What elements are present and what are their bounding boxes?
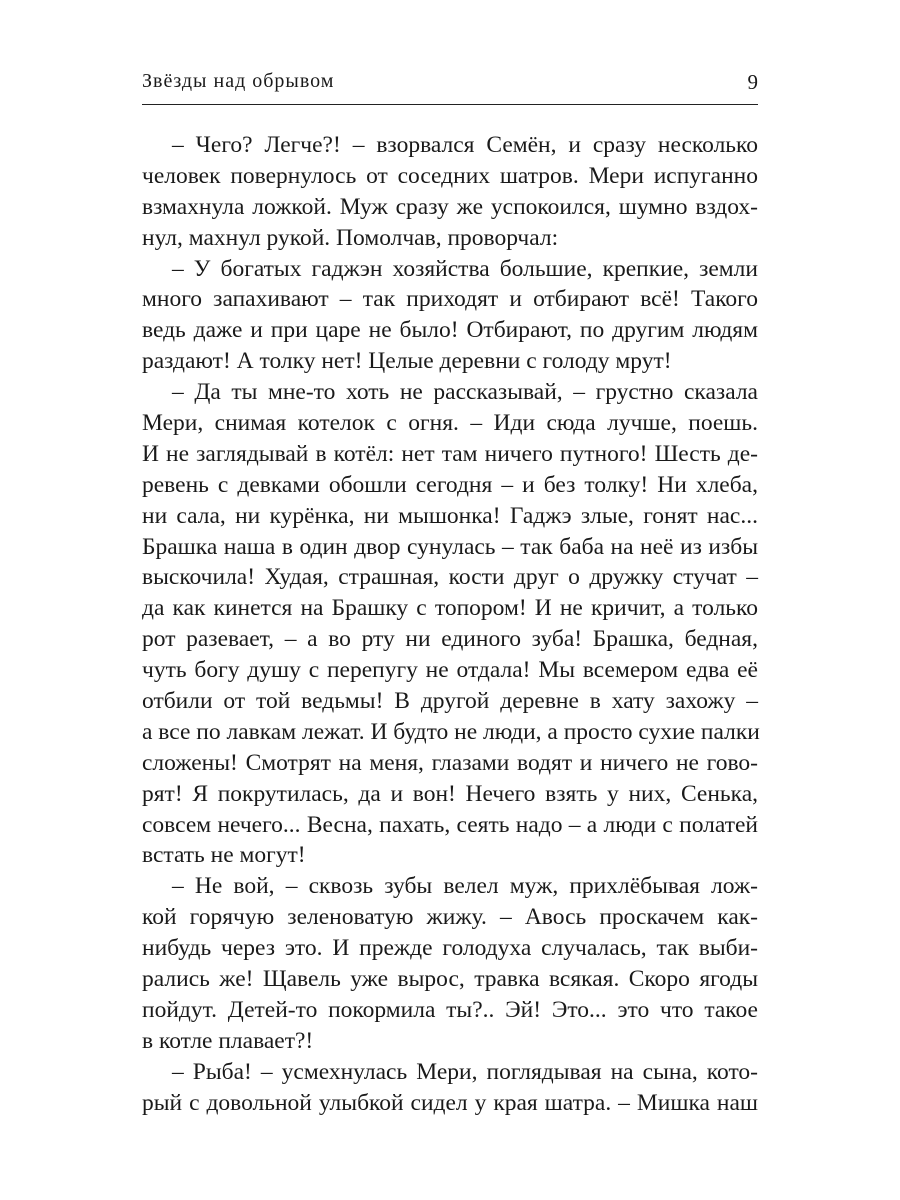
text-line: да как кинется на Брашку с топором! И не кричит, а только — [142, 595, 758, 622]
text-line: человек повернулось от соседних шатров. Мери испуганно — [142, 162, 758, 189]
text-line: рот разевает, – а во рту ни единого зуба! Брашка, бедная, — [142, 626, 758, 653]
text-line: ведь даже и при царе не было! Отбирают, по другим людям — [142, 317, 758, 344]
text-line: рят! Я покрутилась, да и вон! Нечего взять у них, Сенька, — [142, 780, 758, 807]
text-line: И не заглядывай в котёл: нет там ничего путного! Шесть де- — [142, 440, 758, 467]
text-line: сложены! Смотрят на меня, глазами водят и ничего не гово- — [142, 749, 758, 776]
text-line: кой горячую зеленоватую жижу. – Авось проскачем как- — [142, 904, 758, 931]
running-title: Звёзды над обрывом — [142, 70, 335, 92]
text-line: ревень с девками обошли сегодня – и без толку! Ни хлеба, — [142, 471, 758, 498]
text-line: раздают! А толку нет! Целые деревни с голоду мрут! — [142, 348, 672, 375]
text-line: встать не могут! — [142, 842, 306, 869]
page-number: 9 — [747, 70, 758, 94]
text-line: рались же! Щавель уже вырос, травка всякая. Скоро ягоды — [142, 966, 758, 993]
text-line: пойдут. Детей-то покормила ты?.. Эй! Это... это что такое — [142, 996, 758, 1023]
text-line: – Чего? Легче?! – взорвался Семён, и сразу несколько — [172, 132, 758, 158]
text-line: выскочила! Худая, страшная, кости друг о дружку стучат – — [142, 564, 758, 591]
text-line: чуть богу душу с перепугу не отдала! Мы всемером едва её — [142, 657, 758, 684]
text-line: – У богатых гаджэн хозяйства большие, крепкие, земли — [172, 255, 758, 282]
text-line: – Да ты мне-то хоть не рассказывай, – грустно сказала — [172, 379, 758, 406]
text-line: а все по лавкам лежат. И будто не люди, а просто сухие палки — [142, 718, 760, 745]
text-line: отбили от той ведьмы! В другой деревне в хату захожу – — [142, 688, 758, 715]
text-line: много запахивают – так приходят и отбирают всё! Такого — [142, 286, 758, 313]
text-line: ни сала, ни курёнка, ни мышонка! Гаджэ злые, гонят нас... — [142, 502, 758, 529]
text-line: нул, махнул рукой. Помолчав, проворчал: — [142, 224, 559, 251]
text-line: совсем нечего... Весна, пахать, сеять надо – а люди с полатей — [142, 811, 758, 838]
text-line: в котле плавает?! — [142, 1027, 314, 1054]
text-line: нибудь через это. И прежде голодуха случалась, так выби- — [142, 935, 758, 962]
text-line: Мери, снимая котелок с огня. – Иди сюда лучше, поешь. — [142, 410, 758, 437]
body-text — [142, 130, 758, 1119]
text-line: взмахнула ложкой. Муж сразу же успокоился, шумно вздох- — [142, 193, 758, 220]
text-line: – Рыба! – усмехнулась Мери, поглядывая на сына, кото- — [172, 1058, 758, 1085]
text-line: Брашка наша в один двор сунулась – так баба на неё из избы — [142, 533, 758, 560]
text-line: – Не вой, – сквозь зубы велел муж, прихлёбывая лож- — [172, 873, 758, 900]
running-header — [142, 66, 758, 105]
text-line: рый с довольной улыбкой сидел у края шатра. – Мишка наш — [142, 1089, 758, 1116]
